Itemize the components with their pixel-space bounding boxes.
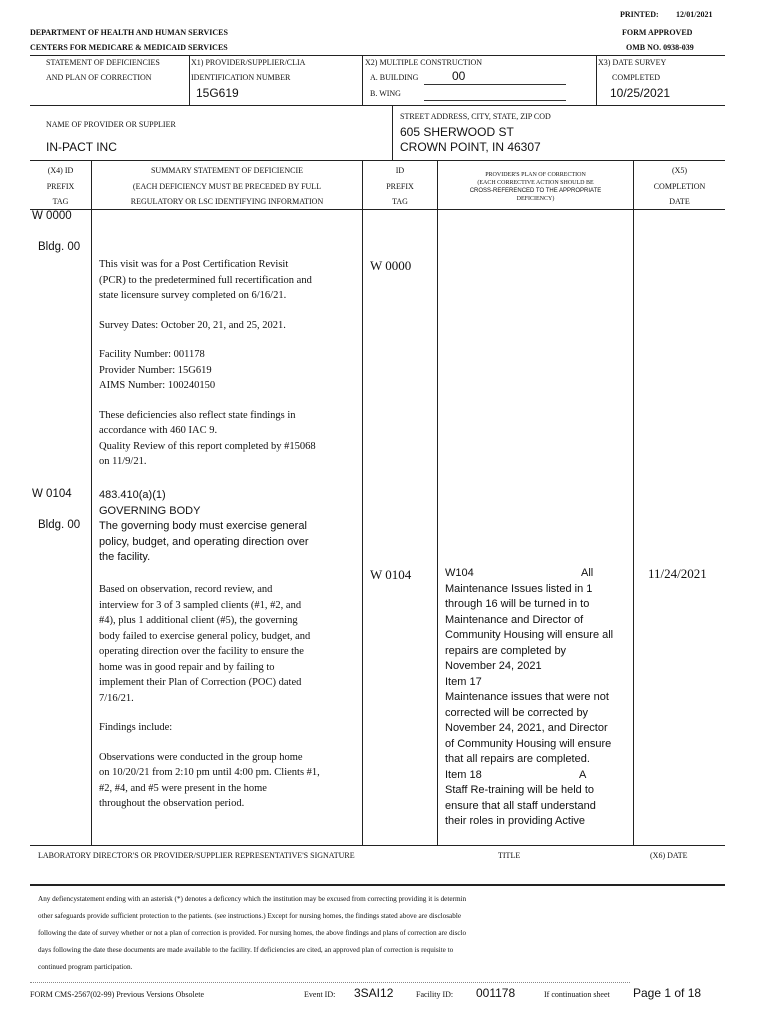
top-box-bottom-border [30,105,725,106]
id-header: PREFIX [386,182,414,191]
survey-completed-date: 10/25/2021 [610,86,671,100]
column-header-bottom-border [30,209,725,210]
omb-number: OMB NO. 0938-039 [626,43,694,52]
wing-underline [424,100,566,101]
disclaimer-line: Any defiencystatement ending with an asterisk (*) denotes a deficency which the institution may be excused from correcting providing it is determin [38,895,467,903]
wing-label: B. WING [370,89,401,98]
w0104-summary [99,582,361,826]
plan-line: Staff Re-training will be held to [445,784,594,796]
summary-header: (EACH DEFICIENCY MUST BE PRECEDED BY FULL [132,182,322,191]
page-number: Page 1 of 18 [633,986,702,1000]
column-divider [633,160,634,845]
plan-line: Maintenance and Director of [445,613,584,626]
summary-header: REGULATORY OR LSC IDENTIFYING INFORMATION [130,197,324,206]
address-line-1: 605 SHERWOOD ST [400,125,514,139]
summary-header: SUMMARY STATEMENT OF DEFICIENCIE [150,166,304,175]
divider [596,55,597,105]
x5-header: DATE [669,197,690,206]
centers-name: CENTERS FOR MEDICARE & MEDICAID SERVICES [30,43,228,52]
divider [189,55,190,105]
x1-label: IDENTIFICATION NUMBER [191,73,291,82]
divider [392,105,393,160]
building-value: 00 [452,69,466,83]
form-number: FORM CMS-2567(02-99) Previous Versions Obsolete [30,990,205,999]
column-divider [362,160,363,845]
plan-item-18: Item 18 [445,768,482,781]
provider-name-label: NAME OF PROVIDER OR SUPPLIER [46,120,176,129]
plan-line: repairs are completed by [445,644,567,657]
signature-bottom-border [30,884,725,886]
summary-paragraph: Based on observation, record review, and interview for 3 of 3 sampled clients (#1, #2, and #4), plus 1 additional client (#5), the governing body failed to exercise general policy, budget, and operating direction over the facility to ensure the home was in good repair and by failing to implement their Plan of Correction (POC) dated 7/16/21. [99,584,311,704]
statement-label: AND PLAN OF CORRECTION [46,73,152,82]
footer-divider [30,982,630,983]
plan-line: ensure that all staff understand [445,799,596,812]
plan-item-18-a: A [579,768,587,781]
summary-paragraph: These deficiencies also reflect state findings in accordance with 460 IAC 9. Quality Review of this report completed by #15068 on 11/9/21. [99,409,316,467]
disclaimer-line: continued program participation. [38,963,133,971]
x4-header: PREFIX [46,182,75,191]
disclaimer-line: other safeguards provide sufficient protection to the patients. (see instructions.) Except for nursing homes, the findings stated above are disclosable [38,912,462,920]
plan-line: November 24, 2021, and Director [445,722,608,734]
column-divider [437,160,438,845]
plan-line: Community Housing will ensure all [445,629,614,641]
plan-header: (EACH CORRECTIVE ACTION SHOULD BE [477,180,594,186]
x5-header: COMPLETION [653,182,706,191]
plan-line: of Community Housing will ensure [445,737,612,750]
plan-header: DEFICIENCY) [516,196,555,202]
printed-date: 12/01/2021 [676,10,713,19]
plan-line: Maintenance issues that were not [445,691,609,703]
signature-label: LABORATORY DIRECTOR'S OR PROVIDER/SUPPLIER REPRESENTATIVE'S SIGNATURE [38,851,355,860]
event-id-label: Event ID: [304,990,336,999]
building-underline [424,84,566,85]
id-header: TAG [392,197,408,206]
content-bottom-border [30,845,725,846]
plan-code: W104 [445,567,474,579]
id-tag-w0104: W 0104 [370,567,412,582]
address-label: STREET ADDRESS, CITY, STATE, ZIP COD [400,112,551,121]
plan-line: Maintenance Issues listed in 1 [445,582,593,595]
id-tag-w0000: W 0000 [370,258,412,273]
summary-paragraph: Observations were conducted in the group home on 10/20/21 from 2:10 pm until 4:00 pm. Clients #1, #2, #4, and #5 were present in the home throughout the observation period. [99,751,320,809]
x1-label: X1) PROVIDER/SUPPLIER/CLIA [191,58,306,67]
form-approved: FORM APPROVED [622,28,693,37]
x5-header: (X5) [671,166,688,175]
completion-date: 11/24/2021 [648,566,707,581]
plan-line: their roles in providing Active [445,815,586,827]
provider-name: IN-PACT INC [46,140,117,154]
plan-header: PROVIDER'S PLAN OF CORRECTION [485,172,586,178]
summary-paragraph: Findings include: [99,722,173,733]
summary-paragraph: This visit was for a Post Certification Revisit (PCR) to the predetermined full recertification and state licensure survey completed on 6/16/21. [99,259,312,301]
building-label: A. BUILDING [370,73,419,82]
title-label: TITLE [498,851,521,860]
summary-paragraph: Survey Dates: October 20, 21, and 25, 2021. [99,319,286,331]
plan-line: November 24, 2021 [445,660,542,672]
column-divider [91,160,92,845]
plan-row [445,566,630,582]
printed-label: PRINTED: [620,10,659,19]
facility-id-value: 001178 [476,986,516,1000]
plan-line: through 16 will be turned in to [445,598,590,610]
x4-header: TAG [52,197,69,206]
building-tag: Bldg. 00 [38,519,81,531]
top-box-top-border [30,55,725,56]
disclaimer-line: days following the date these documents are made available to the facility. If deficiencies are cited, an approved plan of correction is requisite to [38,946,454,954]
plan-line: that all repairs are completed. [445,753,590,765]
plan-line: corrected will be corrected by [445,706,589,719]
prefix-tag-w0104: W 0104 [32,488,72,500]
provider-box-bottom-border [30,160,725,161]
w0104-heading: 483.410(a)(1) GOVERNING BODY The governing body must exercise general policy, budget, and operating direction over the facility. [99,489,309,563]
provider-id-value: 15G619 [196,86,239,100]
address-line-2: CROWN POINT, IN 46307 [400,140,541,154]
divider [362,55,363,105]
x2-label: X2) MULTIPLE CONSTRUCTION [365,58,483,67]
disclaimer-line: following the date of survey whether or not a plan of correction is provided. For nursing homes, the above findings and plans of correction are disclo [38,929,467,937]
x3-label: X3) DATE SURVEY [598,58,667,67]
plan-of-correction [445,566,630,830]
event-id-value: 3SAI12 [354,986,394,1000]
disclaimer [38,891,728,976]
statement-label: STATEMENT OF DEFICIENCIES [46,58,160,67]
plan-line: Item 17 [445,675,482,688]
building-tag: Bldg. 00 [38,241,81,253]
x6-date-label: (X6) DATE [650,851,688,860]
plan-all-text: All [581,567,594,579]
prefix-tag-w0000: W 0000 [32,210,72,222]
continuation-label: If continuation sheet [544,990,610,999]
plan-header: CROSS-REFERENCED TO THE APPROPRIATE [469,188,602,194]
summary-paragraph: Facility Number: 001178 Provider Number: 15G619 AIMS Number: 100240150 [99,349,216,391]
department-name: DEPARTMENT OF HEALTH AND HUMAN SERVICES [30,28,228,37]
id-header: ID [395,166,405,175]
x3-label: COMPLETED [612,73,660,82]
x4-header: (X4) ID [47,166,74,175]
facility-id-label: Facility ID: [416,990,454,999]
plan-row [445,768,630,784]
w0000-summary [99,257,361,484]
